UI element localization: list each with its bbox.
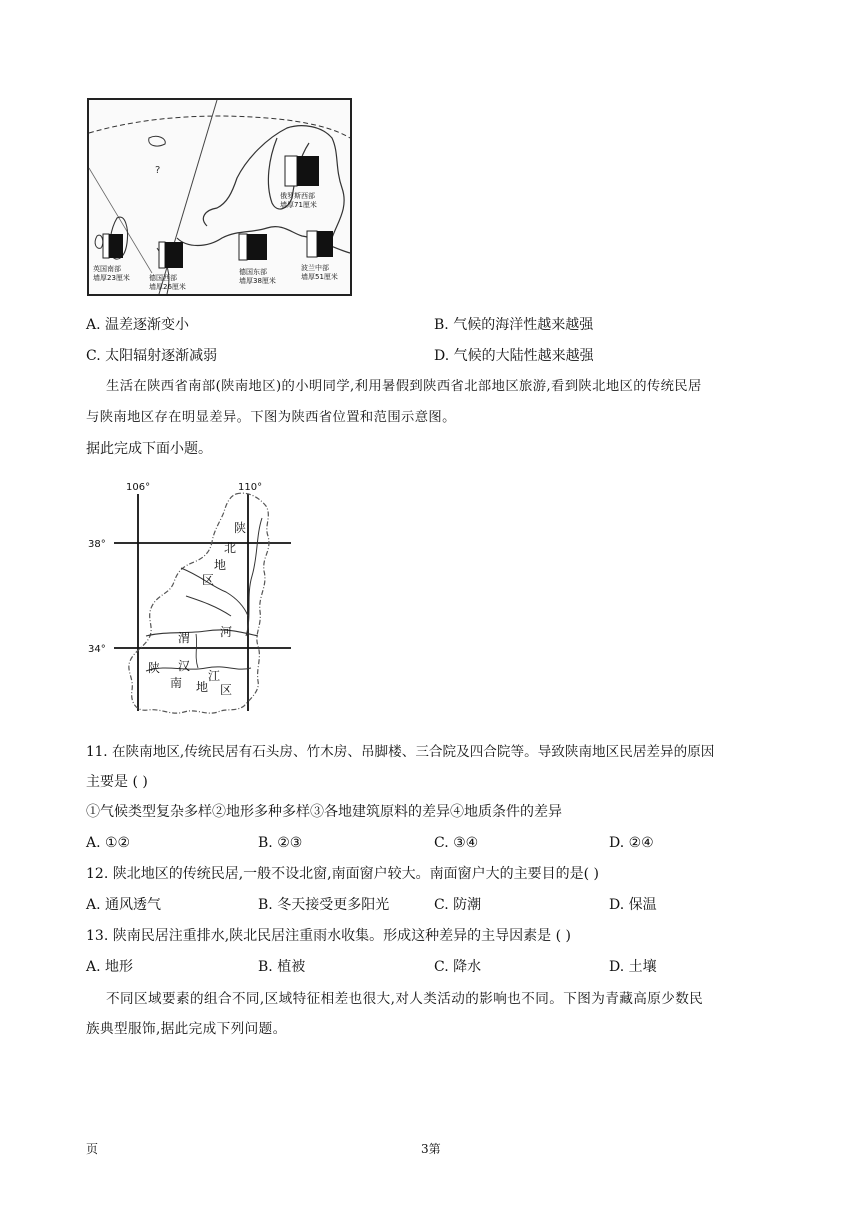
passage1-line2: 与陕南地区存在明显差异。下图为陕西省位置和范围示意图。 [86,410,456,425]
river-char-1: 渭 [178,631,191,645]
wall-block-uk [103,234,123,258]
wall-label-pl-1: 波兰中部 [301,264,329,272]
q11-stem-line2: 主要是 ( ) [86,774,148,790]
q10-option-c: C. 太阳辐射逐渐减弱 [86,348,218,364]
wall-label-wde-1: 德国西部 [149,274,177,282]
q11-option-b: B. ②③ [258,835,303,851]
wall-block-east-germany [239,234,267,260]
wall-label-ru-1: 俄罗斯西部 [280,192,315,200]
europe-wall-thickness-map [87,98,352,296]
q12-option-d: D. 保温 [609,897,657,913]
wall-block-west-germany [159,242,183,268]
q11-statements: ①气候类型复杂多样②地形多种多样③各地建筑原料的差异④地质条件的差异 [86,804,562,820]
q11-stem-line1: 11. 在陕南地区,传统民居有石头房、竹木房、吊脚楼、三合院及四合院等。导致陕南地区民居差异的原因 [86,744,715,760]
wall-block-russia [285,156,319,186]
south-char-5: 江 [208,669,221,683]
q13-option-a: A. 地形 [86,959,134,975]
wall-block-poland [307,231,333,257]
south-char-3: 南 [170,676,183,690]
shaanxi-location-map [86,476,296,720]
north-char-1: 陕 [234,521,247,535]
lat-38-label: 38° [88,539,106,550]
lon-106-label: 106° [126,482,151,493]
q11-option-c: C. ③④ [434,835,479,851]
south-char-4: 地 [196,680,209,694]
passage2-line1: 不同区域要素的组合不同,区域特征相差也很大,对人类活动的影响也不同。下图为青藏高原少数民 [106,991,704,1007]
wall-label-ede-1: 德国东部 [239,268,267,276]
q13-option-c: C. 降水 [434,959,482,975]
footer-page-number: 3第 [421,1142,441,1156]
q12-option-a: A. 通风透气 [86,897,162,913]
south-char-1: 陕 [148,661,161,675]
wall-label-ru-2: 墙厚71厘米 [280,201,317,209]
river-char-2: 河 [220,625,233,639]
footer-page-left: 页 [86,1142,99,1156]
question-mark-label: ? [155,165,161,176]
q12-option-c: C. 防潮 [434,897,482,913]
q12-stem: 12. 陕北地区的传统民居,一般不设北窗,南面窗户较大。南面窗户大的主要目的是( ) [86,866,599,882]
lon-110-label: 110° [238,482,263,493]
south-char-2: 汉 [178,659,191,673]
q11-option-a: A. ①② [86,835,131,851]
wall-label-wde-2: 墙厚26厘米 [149,283,186,291]
passage1-line3: 据此完成下面小题。 [86,441,212,457]
q10-option-b: B. 气候的海洋性越来越强 [434,317,594,333]
north-char-2: 北 [224,541,237,555]
q11-option-d: D. ②④ [609,835,654,851]
wall-label-uk-1: 英国南部 [93,265,121,273]
q13-option-d: D. 土壤 [609,959,657,975]
north-char-4: 区 [202,573,215,587]
q12-option-b: B. 冬天接受更多阳光 [258,897,390,913]
lat-34-label: 34° [88,644,106,655]
wall-label-pl-2: 墙厚51厘米 [301,273,338,281]
north-char-3: 地 [214,558,227,572]
q10-option-a: A. 温差逐渐变小 [86,317,190,333]
south-char-6: 区 [220,683,233,697]
wall-label-uk-2: 墙厚23厘米 [93,274,130,282]
q13-stem: 13. 陕南民居注重排水,陕北民居注重雨水收集。形成这种差异的主导因素是 ( ) [86,928,571,944]
q10-option-d: D. 气候的大陆性越来越强 [434,348,594,364]
passage1-line1: 生活在陕西省南部(陕南地区)的小明同学,利用暑假到陕西省北部地区旅游,看到陕北地区的传统民居 [106,379,702,394]
passage2-line2: 族典型服饰,据此完成下列问题。 [86,1021,287,1037]
q13-option-b: B. 植被 [258,959,306,975]
wall-label-ede-2: 墙厚38厘米 [239,277,276,285]
